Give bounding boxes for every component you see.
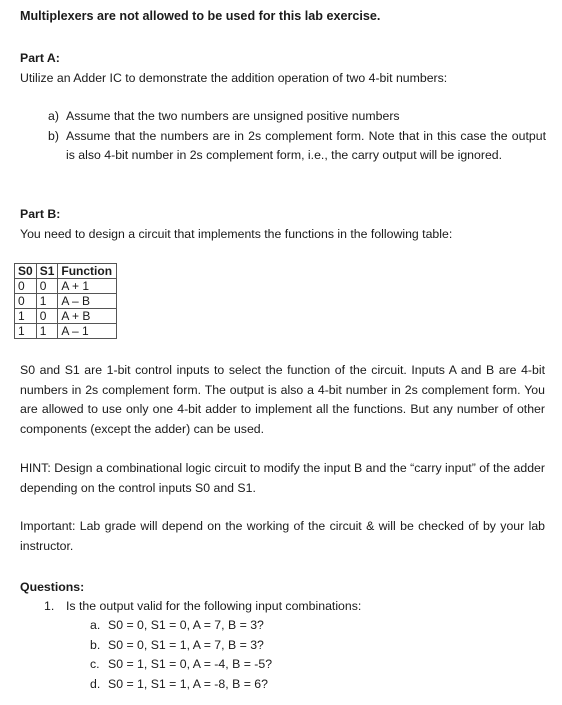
part-a-intro: Utilize an Adder IC to demonstrate the addition operation of two 4-bit numbers: (20, 71, 448, 85)
part-a-title: Part A: (20, 51, 60, 65)
questions-title: Questions: (20, 580, 85, 594)
part-b-description: S0 and S1 are 1-bit control inputs to select the function of the circuit. Inputs A and B are 4-bit numbers in 2s complement form. The output is also a 4-bit number in 2s complement form. You are allowed to use only one 4-bit adder to implement all the functions. But any number of other components (except the adder) can be used. (20, 363, 545, 436)
list-marker: b. (90, 637, 101, 652)
question-marker: 1. (44, 599, 55, 613)
part-b-title: Part B: (20, 207, 61, 221)
list-item-text: S0 = 1, S1 = 1, A = -8, B = 6? (108, 676, 268, 691)
table-row (15, 309, 117, 324)
question-text: Is the output valid for the following input combinations: (66, 599, 362, 613)
part-a-item (48, 127, 546, 166)
hint-text: HINT: Design a combinational logic circuit to modify the input B and the “carry input” of the adder depending on the control inputs S0 and S1. (20, 461, 545, 495)
table-row (15, 324, 117, 339)
table-cell: 0 (15, 294, 37, 309)
table-header: S1 (36, 264, 58, 279)
question-subitem (90, 616, 408, 636)
page-heading: Multiplexers are not allowed to be used for this lab exercise. (20, 9, 381, 23)
table-cell: 1 (36, 324, 58, 339)
part-b-intro: You need to design a circuit that implements the functions in the following table: (20, 227, 453, 241)
list-item-text: S0 = 1, S1 = 0, A = -4, B = -5? (108, 657, 273, 671)
question-sublist (90, 616, 408, 694)
table-cell: 1 (15, 324, 37, 339)
table-header: S0 (15, 264, 37, 279)
part-a-item (48, 107, 546, 127)
table-cell: A – 1 (58, 324, 117, 339)
list-item-text: Assume that the numbers are in 2s complement form. Note that in this case the output is also 4-bit number in 2s complement form, i.e., the carry output will be ignored. (66, 128, 546, 162)
list-item-text: Assume that the two numbers are unsigned positive numbers (66, 109, 400, 123)
list-item-text: S0 = 0, S1 = 0, A = 7, B = 3? (108, 618, 264, 632)
list-marker: a) (48, 109, 59, 123)
list-item-text: S0 = 0, S1 = 1, A = 7, B = 3? (108, 637, 264, 652)
question-subitem (90, 636, 408, 656)
list-marker: d. (90, 676, 101, 691)
part-a-list (48, 107, 546, 166)
list-marker: c. (90, 657, 100, 671)
list-marker: a. (90, 618, 101, 632)
question-subitem (90, 675, 408, 695)
table-row (15, 294, 117, 309)
function-table (14, 263, 117, 339)
important-note: Important: Lab grade will depend on the working of the circuit & will be checked of by your lab instructor. (20, 519, 545, 553)
table-header-row (15, 264, 117, 279)
table-cell: 0 (15, 279, 37, 294)
table-cell: A + B (58, 309, 117, 324)
table-row (15, 279, 117, 294)
table-cell: 0 (36, 309, 58, 324)
table-cell: 1 (36, 294, 58, 309)
table-cell: 0 (36, 279, 58, 294)
table-header: Function (58, 264, 117, 279)
list-marker: b) (48, 128, 59, 143)
question-subitem (90, 655, 408, 675)
table-cell: 1 (15, 309, 37, 324)
table-cell: A + 1 (58, 279, 117, 294)
table-cell: A – B (58, 294, 117, 309)
